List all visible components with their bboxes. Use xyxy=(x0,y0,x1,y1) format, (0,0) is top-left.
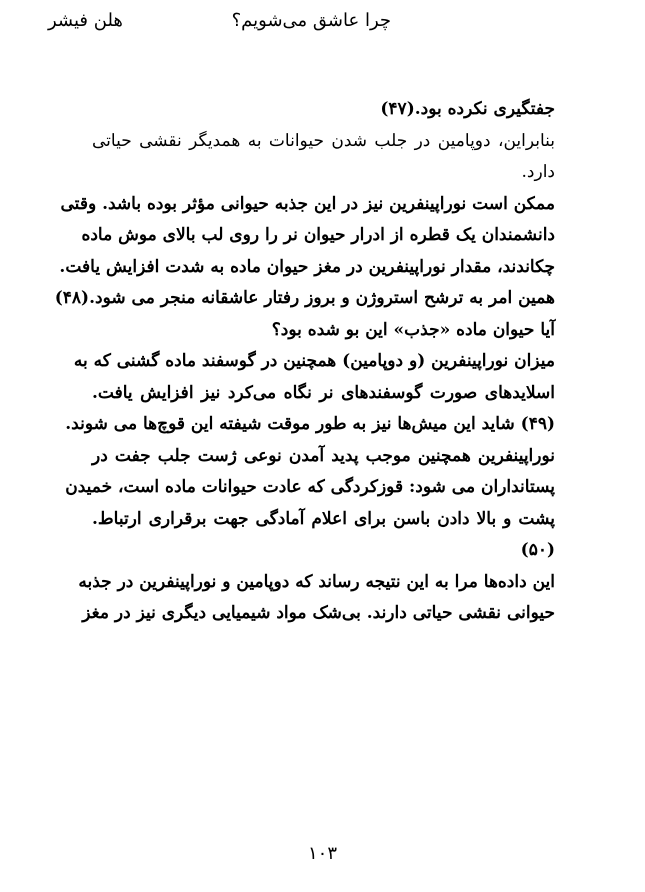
text-line: همین امر به ترشح استروژن و بروز رفتار عاشقانه منجر می شود.(۴۸) xyxy=(54,288,555,308)
text-line: چکاندند، مقدار نوراپینفرین در مغز حیوان ماده به شدت افزایش یافت. xyxy=(59,256,555,277)
header-book-title: چرا عاشق می‌شویم؟ xyxy=(231,10,391,31)
running-header xyxy=(40,10,605,34)
header-author-name: هلن فیشر xyxy=(48,10,123,31)
text-line: پستانداران می شود: قوزکردگی که عادت حیوانات ماده است، خمیدن xyxy=(65,477,555,497)
text-line: اسلایدهای صورت گوسفندهای نر نگاه می‌کرد نیز افزایش یافت. xyxy=(92,382,555,403)
text-line: دارد. xyxy=(521,162,555,182)
text-line: جفتگیری نکرده بود.(۴۷) xyxy=(380,99,555,119)
body-text xyxy=(54,94,555,630)
text-line: میزان نوراپینفرین (و دوپامین) همچنین در گوسفند ماده گشنی که به xyxy=(73,351,555,371)
text-line: بنابراین، دوپامین در جلب شدن حیوانات به همدیگر نقشی حیاتی xyxy=(92,130,555,151)
text-line: حیوانی نقشی حیاتی دارند. بی‌شک مواد شیمیایی دیگری نیز در مغز xyxy=(82,603,555,623)
text-line: پشت و بالا دادن باسن برای اعلام آمادگی جهت برقراری ارتباط. xyxy=(92,508,555,529)
text-line: آیا حیوان ماده «جذب» این بو شده بود؟ xyxy=(271,319,555,340)
text-line: ممکن است نوراپینفرین نیز در این جذبه حیوانی مؤثر بوده باشد. وقتی xyxy=(60,193,555,214)
text-line: (۴۹) شاید این میش‌ها نیز به طور موقت شیفته این قوچ‌ها می شوند. xyxy=(65,414,555,434)
text-line: این داده‌ها مرا به این نتیجه رساند که دوپامین و نوراپینفرین در جذبه xyxy=(78,571,555,592)
text-line: دانشمندان یک قطره از ادرار حیوان نر را روی لب بالای موش ماده xyxy=(81,225,555,245)
page-number: ۱۰۳ xyxy=(307,843,337,864)
text-line: نوراپینفرین همچنین موجب پدید آمدن نوعی ژست جلب جفت در xyxy=(92,445,555,466)
text-line: (۵۰) xyxy=(520,540,555,560)
